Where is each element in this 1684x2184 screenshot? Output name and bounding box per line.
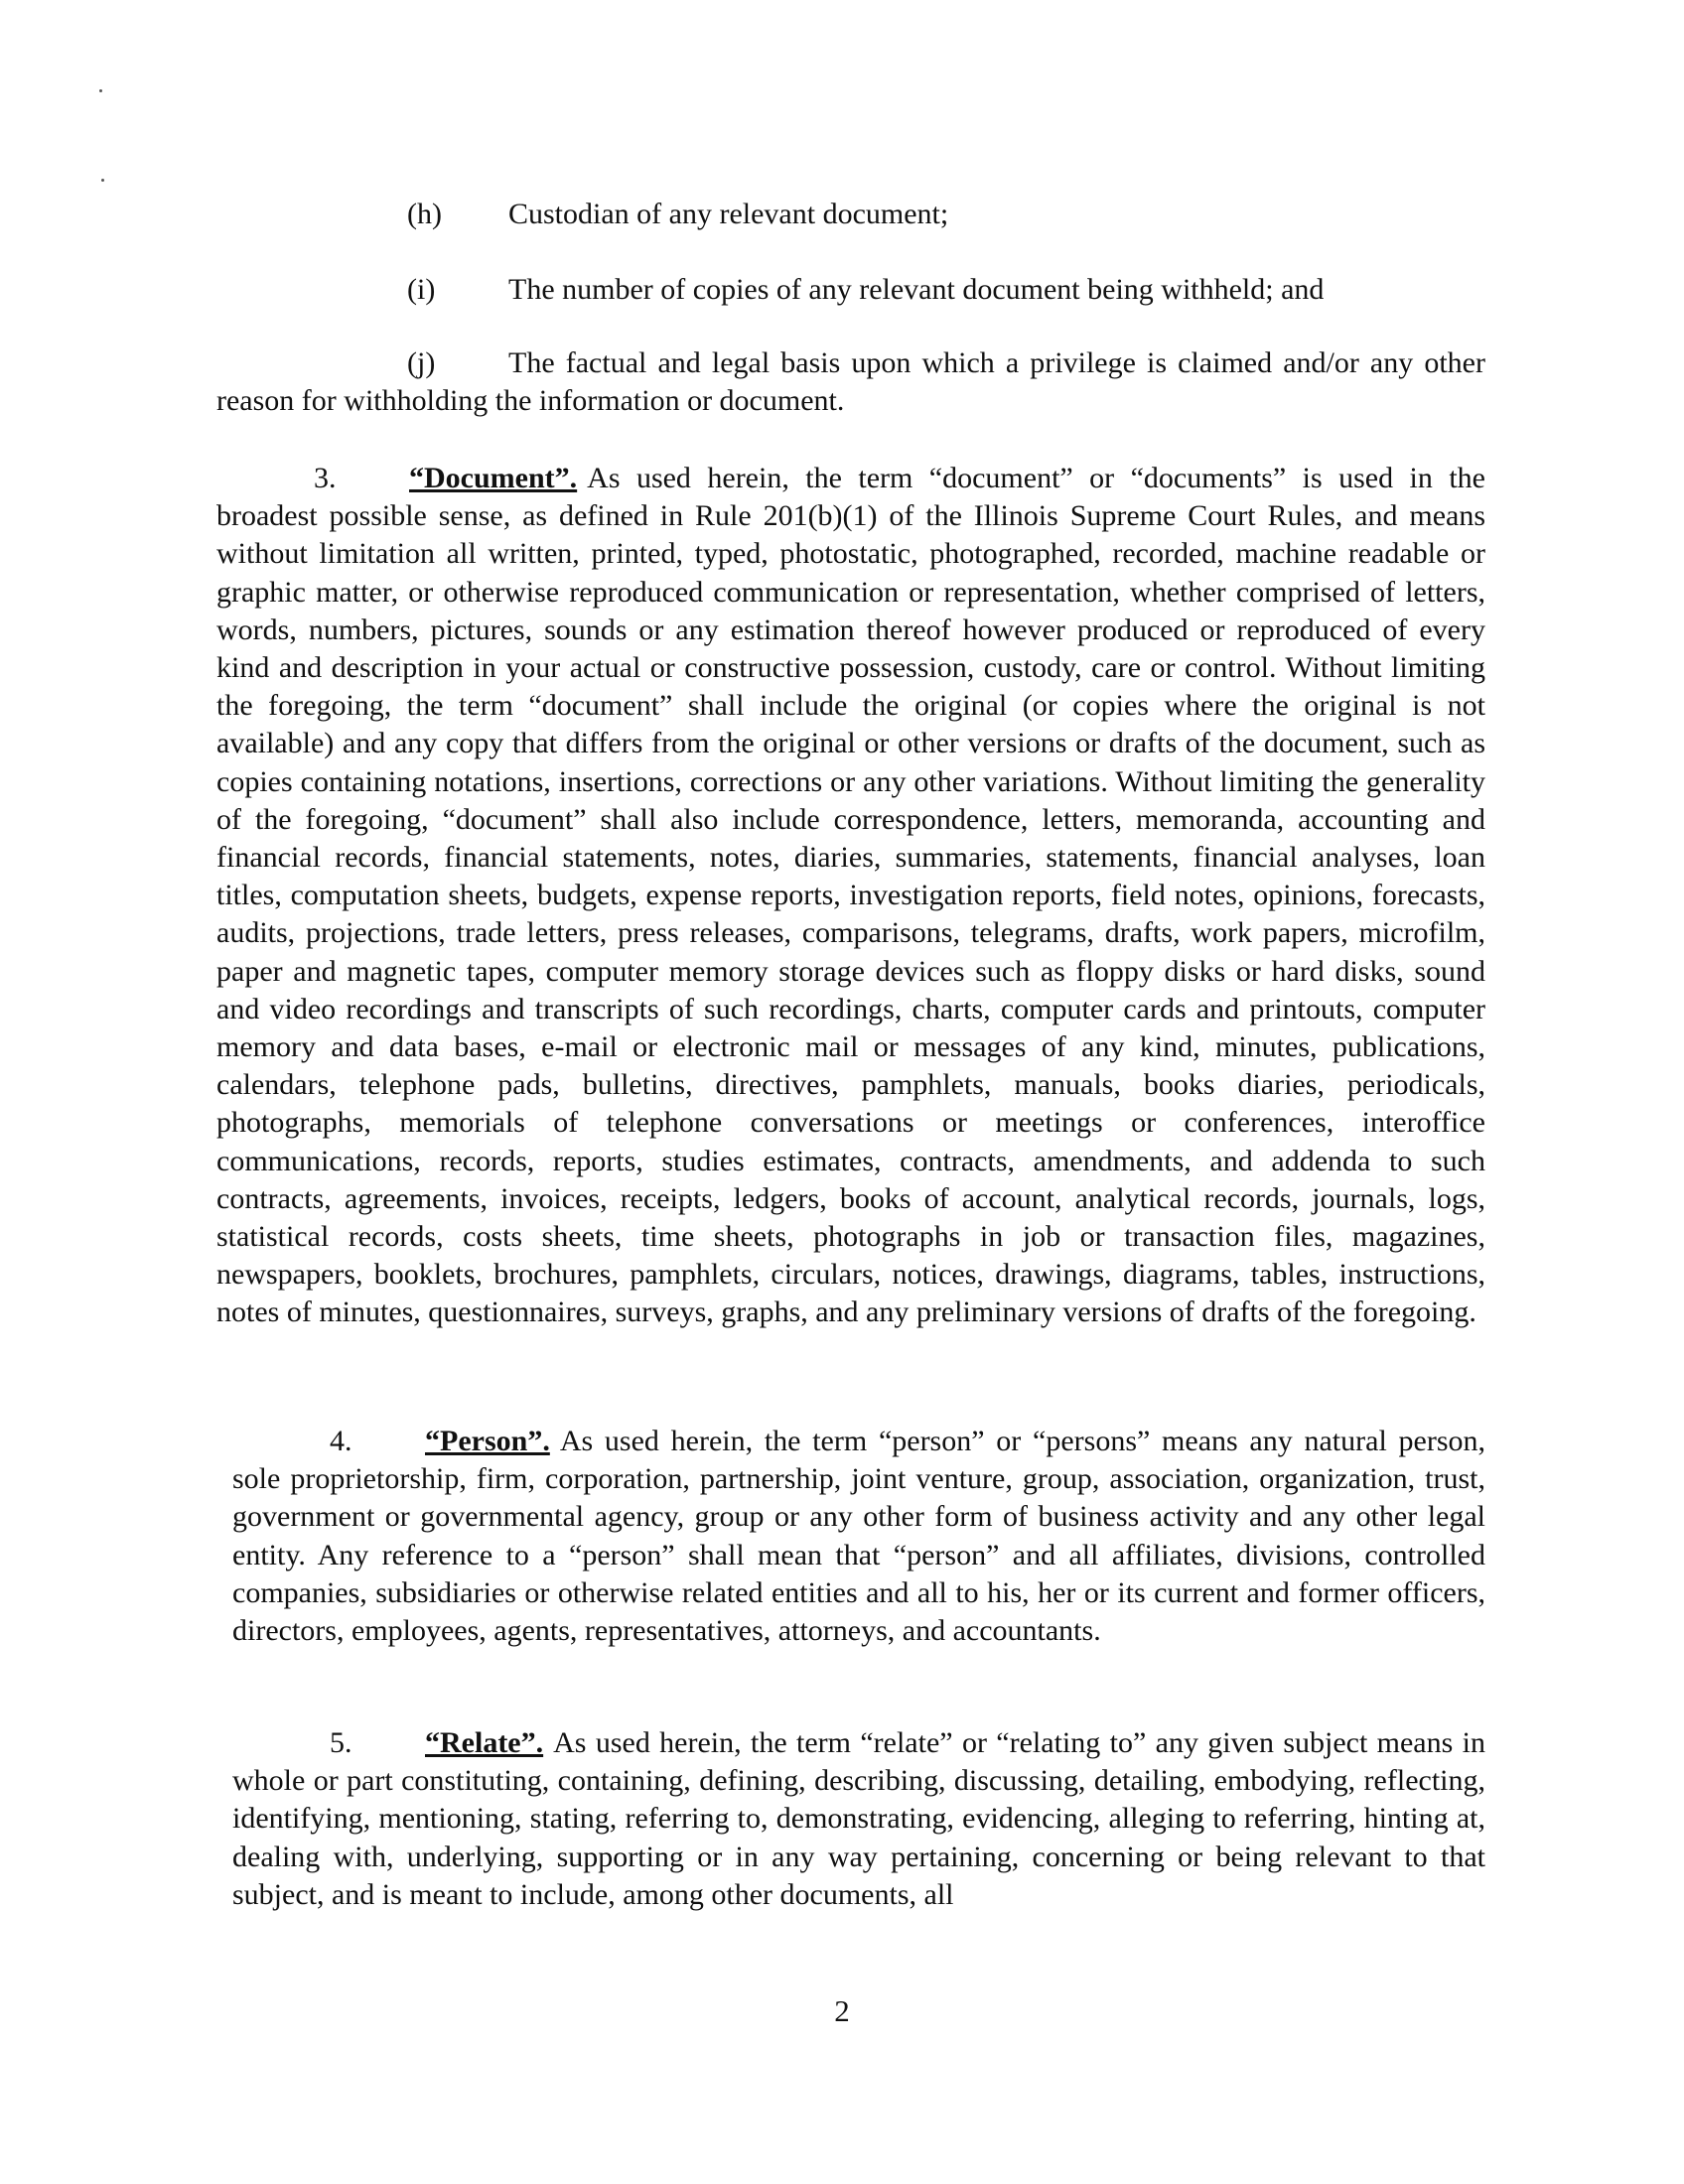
section-person bbox=[232, 1423, 1485, 1650]
list-marker: (h) bbox=[407, 198, 442, 230]
section-term: “Person”. bbox=[425, 1425, 550, 1457]
section-body: As used herein, the term “relate” or “relating to” any given subject means in whole or part constituting, containing, defining, describing, discussing, detailing, embodying, reflecting, identifying, mentioning, stating, referring to, demonstrating, evidencing, alleging to referring, hinting at, dealing with, underlying, supporting or in any way pertaining, concerning or being relevant to that subject, and is meant to include, among other documents, all bbox=[232, 1726, 1485, 1911]
list-marker: (j) bbox=[407, 346, 436, 379]
list-marker: (i) bbox=[407, 273, 436, 306]
scan-speck bbox=[101, 179, 104, 182]
section-term: “Relate”. bbox=[425, 1726, 544, 1759]
list-item-j bbox=[216, 344, 1485, 420]
section-relate bbox=[232, 1724, 1485, 1914]
list-text: Custodian of any relevant document; bbox=[508, 198, 949, 230]
section-number: 4. bbox=[330, 1425, 352, 1457]
section-body: As used herein, the term “person” or “persons” means any natural person, sole proprietorship, firm, corporation, partnership, joint venture, group, association, organization, trust, government or governmental agency, group or any other form of business activity and any other legal entity. Any reference to a “person” shall mean that “person” and all affiliates, divisions, controlled companies, subsidiaries or otherwise related entities and all to his, her or its current and former officers, directors, employees, agents, representatives, attorneys, and accountants. bbox=[232, 1425, 1485, 1648]
list-text: The number of copies of any relevant document being withheld; and bbox=[508, 273, 1325, 306]
section-number: 5. bbox=[330, 1726, 352, 1759]
scan-speck bbox=[99, 89, 102, 92]
section-body: As used herein, the term “document” or “documents” is used in the broadest possible sense, as defined in Rule 201(b)(1) of the Illinois Supreme Court Rules, and means without limitation all written, printed, typed, photostatic, photographed, recorded, machine readable or graphic matter, or otherwise reproduced communication or representation, whether comprised of letters, words, numbers, pictures, sounds or any estimation thereof however produced or reproduced of every kind and description in your actual or constructive possession, custody, care or control. Without limiting the foregoing, the term “document” shall include the original (or copies where the original is not available) and any copy that differs from the original or other versions or drafts of the document, such as copies containing notations, insertions, corrections or any other variations. Without limiting the generality of the foregoing, “document” shall also include correspondence, letters, memoranda, accounting and financial records, financial statements, notes, diaries, summaries, statements, financial analyses, loan titles, computation sheets, budgets, expense reports, investigation reports, field notes, opinions, forecasts, audits, projections, trade letters, press releases, comparisons, telegrams, drafts, work papers, microfilm, paper and magnetic tapes, computer memory storage devices such as floppy disks or hard disks, sound and video recordings and transcripts of such recordings, charts, computer cards and printouts, computer memory and data bases, e-mail or electronic mail or messages of any kind, minutes, publications, calendars, telephone pads, bulletins, directives, pamphlets, manuals, books diaries, periodicals, photographs, memorials of telephone conversations or meetings or conferences, interoffice communications, records, reports, studies estimates, contracts, amendments, and addenda to such contracts, agreements, invoices, receipts, ledgers, books of account, analytical records, journals, logs, statistical records, costs sheets, time sheets, photographs in job or transaction files, magazines, newspapers, booklets, brochures, pamphlets, circulars, notices, drawings, diagrams, tables, instructions, notes of minutes, questionnaires, surveys, graphs, and any preliminary versions of drafts of the foregoing. bbox=[216, 462, 1485, 1329]
list-item-h bbox=[407, 195, 948, 234]
page-number: 2 bbox=[834, 1993, 850, 2028]
section-document bbox=[216, 460, 1485, 1332]
section-number: 3. bbox=[314, 462, 337, 494]
section-term: “Document”. bbox=[409, 462, 578, 494]
list-text: The factual and legal basis upon which a privilege is claimed and/or any other reason for withholding the information or document. bbox=[216, 346, 1485, 418]
list-item-i bbox=[407, 270, 1324, 310]
